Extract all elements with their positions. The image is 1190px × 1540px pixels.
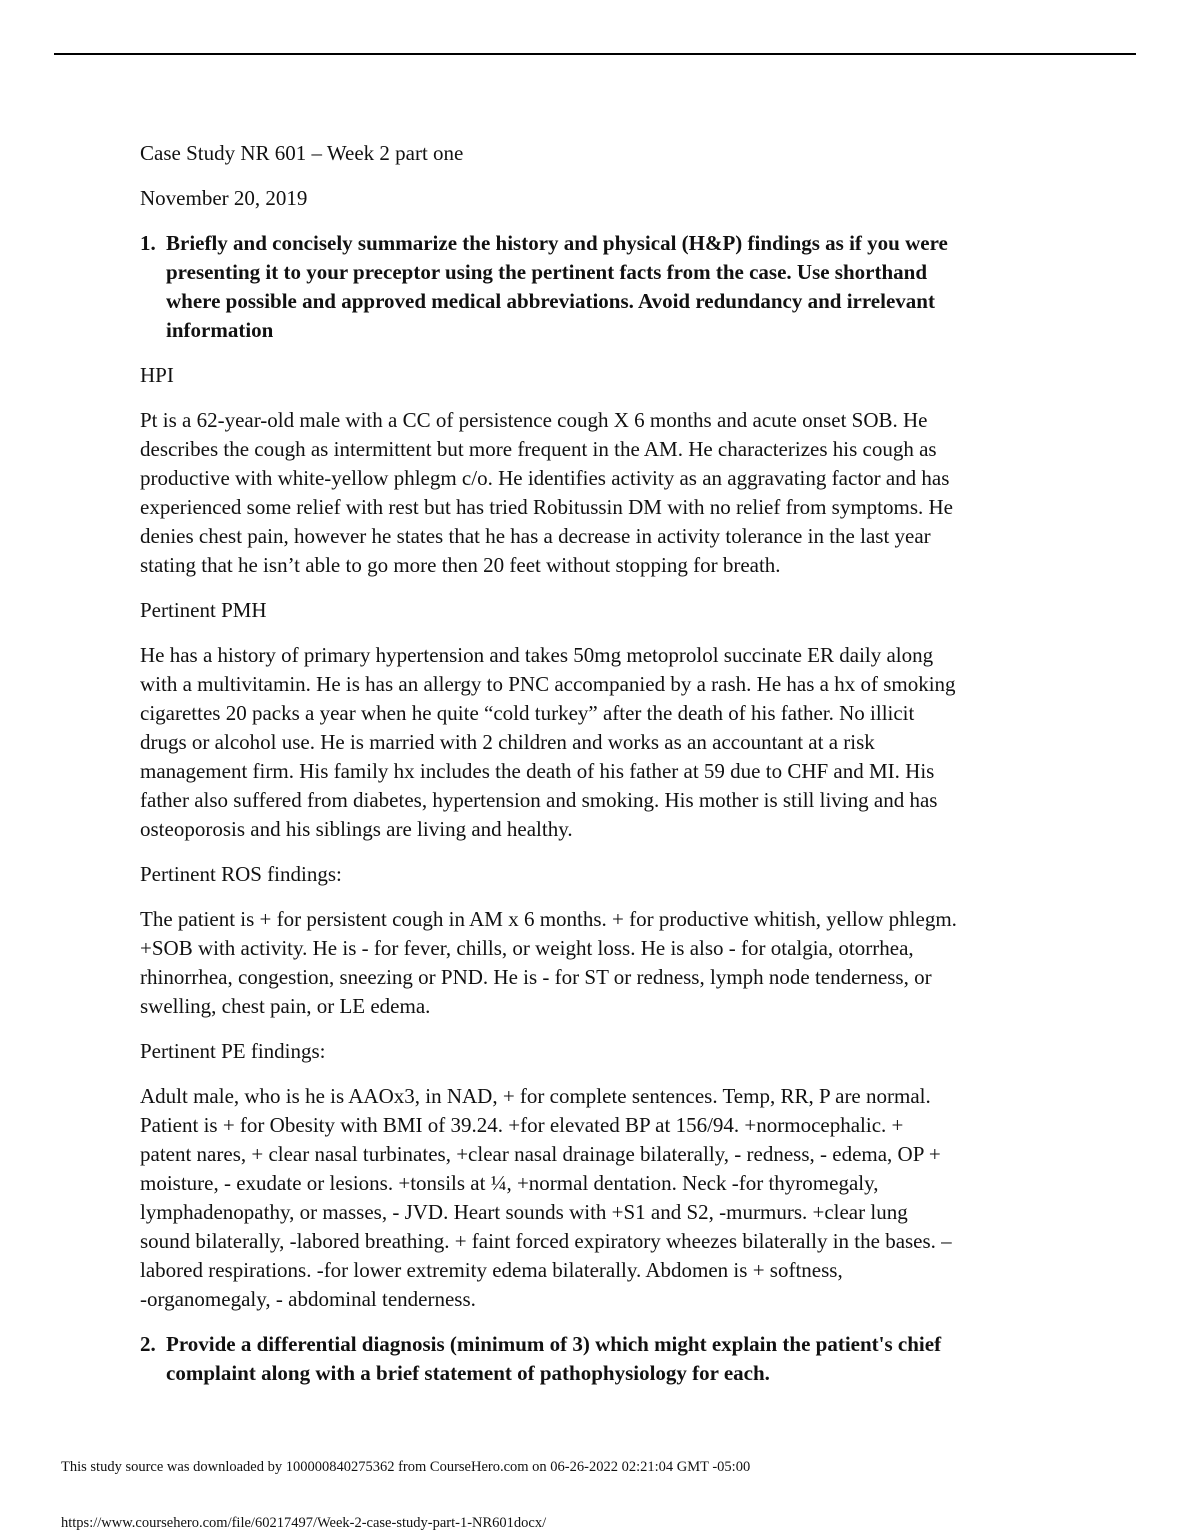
document-date: November 20, 2019 (140, 186, 308, 210)
text-line: stating that he isn’t able to go more then 20 feet without stopping for breath. (140, 553, 781, 577)
text-line: presenting it to your preceptor using the pertinent facts from the case. Use shorthand (166, 260, 928, 284)
text-line: cigarettes 20 packs a year when he quite “cold turkey” after the death of his father. No illicit (140, 701, 915, 725)
question-2 (140, 1330, 1070, 1388)
text-line: swelling, chest pain, or LE edema. (140, 994, 431, 1018)
text-line: sound bilaterally, -labored breathing. + faint forced expiratory wheezes bilaterally in the bases. – (140, 1229, 952, 1253)
text-line: denies chest pain, however he states that he has a decrease in activity tolerance in the last year (140, 524, 931, 548)
pmh-heading: Pertinent PMH (140, 598, 267, 622)
text-line: father also suffered from diabetes, hypertension and smoking. His mother is still living and has (140, 788, 938, 812)
text-line: labored respirations. -for lower extremity edema bilaterally. Abdomen is + softness, (140, 1258, 843, 1282)
question-text (166, 229, 948, 345)
text-line: complaint along with a brief statement of pathophysiology for each. (166, 1361, 770, 1385)
source-url[interactable]: https://www.coursehero.com/file/60217497/Week-2-case-study-part-1-NR601docx/ (61, 1515, 547, 1531)
text-line: Provide a differential diagnosis (minimum of 3) which might explain the patient's chief (166, 1332, 942, 1356)
text-line: management firm. His family hx includes the death of his father at 59 due to CHF and MI. His (140, 759, 935, 783)
text-line: He has a history of primary hypertension and takes 50mg metoprolol succinate ER daily along (140, 643, 934, 667)
ros-heading: Pertinent ROS findings: (140, 862, 342, 886)
document-title: Case Study NR 601 – Week 2 part one (140, 141, 464, 165)
text-line: moisture, - exudate or lesions. +tonsils at ¼, +normal dentation. Neck -for thyromegaly, (140, 1171, 879, 1195)
text-line: where possible and approved medical abbreviations. Avoid redundancy and irrelevant (166, 289, 935, 313)
text-line: Briefly and concisely summarize the history and physical (H&P) findings as if you were (166, 231, 948, 255)
pe-heading: Pertinent PE findings: (140, 1039, 326, 1063)
pmh-paragraph (140, 641, 1070, 844)
text-line: with a multivitamin. He is has an allergy to PNC accompanied by a rash. He has a hx of smoking (140, 672, 956, 696)
text-line: +SOB with activity. He is - for fever, chills, or weight loss. He is also - for otalgia, otorrhea, (140, 936, 914, 960)
text-line: describes the cough as intermittent but more frequent in the AM. He characterizes his cough as (140, 437, 937, 461)
text-line: Pt is a 62-year-old male with a CC of persistence cough X 6 months and acute onset SOB. He (140, 408, 928, 432)
text-line: patent nares, + clear nasal turbinates, +clear nasal drainage bilaterally, - redness, - edema, OP + (140, 1142, 941, 1166)
text-line: information (166, 318, 274, 342)
text-line: Patient is + for Obesity with BMI of 39.24. +for elevated BP at 156/94. +normocephalic. + (140, 1113, 904, 1137)
text-line: Adult male, who is he is AAOx3, in NAD, + for complete sentences. Temp, RR, P are normal. (140, 1084, 931, 1108)
text-line: drugs or alcohol use. He is married with 2 children and works as an accountant at a risk (140, 730, 875, 754)
question-number: 1. (140, 231, 156, 255)
header-rule (54, 53, 1136, 55)
ros-paragraph (140, 905, 1070, 1021)
document-body (140, 139, 1070, 1404)
pe-paragraph (140, 1082, 1070, 1314)
question-1 (140, 229, 1070, 345)
download-notice: This study source was downloaded by 100000840275362 from CourseHero.com on 06-26-2022 02:21:04 GMT -05:00 (61, 1459, 751, 1475)
text-line: lymphadenopathy, or masses, - JVD. Heart sounds with +S1 and S2, -murmurs. +clear lung (140, 1200, 908, 1224)
hpi-paragraph (140, 406, 1070, 580)
text-line: rhinorrhea, congestion, sneezing or PND. He is - for ST or redness, lymph node tenderness, or (140, 965, 932, 989)
text-line: osteoporosis and his siblings are living and healthy. (140, 817, 573, 841)
question-text (166, 1330, 941, 1388)
text-line: productive with white-yellow phlegm c/o. He identifies activity as an aggravating factor and has (140, 466, 950, 490)
question-number: 2. (140, 1332, 156, 1356)
text-line: The patient is + for persistent cough in AM x 6 months. + for productive whitish, yellow phlegm. (140, 907, 957, 931)
text-line: -organomegaly, - abdominal tenderness. (140, 1287, 476, 1311)
text-line: experienced some relief with rest but has tried Robitussin DM with no relief from symptoms. He (140, 495, 954, 519)
hpi-heading: HPI (140, 363, 174, 387)
